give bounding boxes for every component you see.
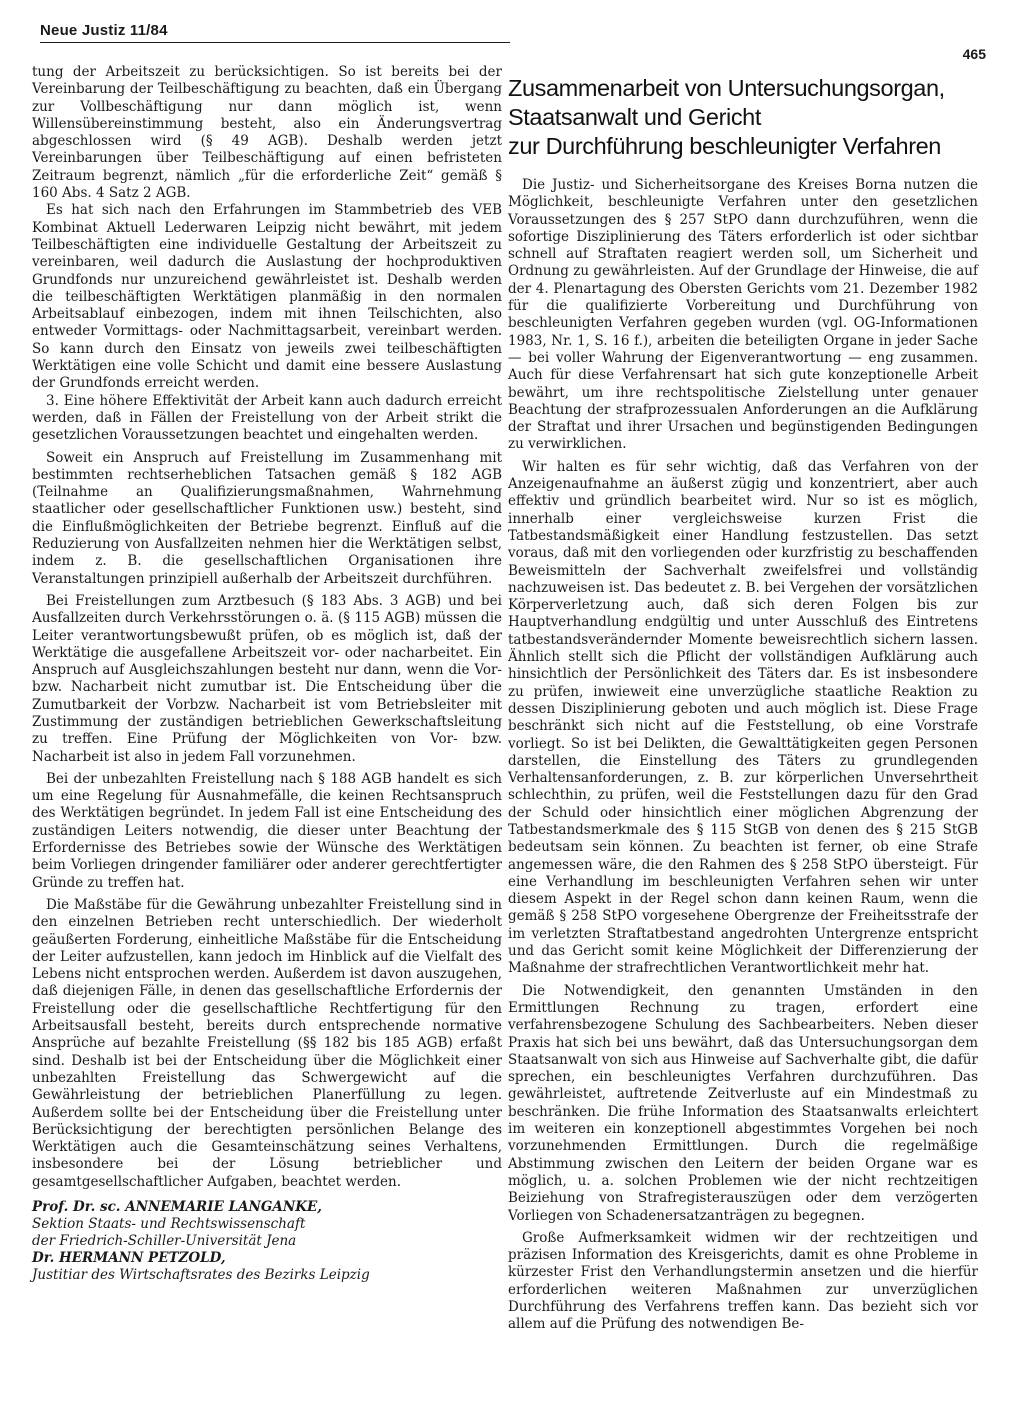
right-column xyxy=(508,64,978,1334)
header-rule xyxy=(40,42,510,43)
author-affiliation: der Friedrich-Schiller-Universität Jena xyxy=(32,1233,297,1249)
article-title-line: Staatsanwalt und Gericht xyxy=(508,104,761,130)
author-affiliation: Sektion Staats- und Rechtswissenschaft xyxy=(32,1216,306,1232)
paragraph: Bei der unbezahlten Freistellung nach § 188 AGB handelt es sich um eine Regelung für Ausnahmefälle, die keinen Rechtsanspruch des Werktätigen begründet. In jedem Fall ist eine Entscheidung des zuständigen Leiters notwendig, die dieser unter Beachtung der Erfordernisse des Betriebes sowie der Wünsche des Werktätigen beim Vorliegen dringender familiärer oder anderer gerechtfertigter Gründe zu treffen hat. xyxy=(32,770,502,891)
author-signature xyxy=(32,1199,502,1284)
paragraph: Die Justiz- und Sicherheitsorgane des Kreises Borna nutzen die Möglichkeit, beschleunigte Verfahren unter den gesetzlichen Voraussetzungen des § 257 StPO dann durchzuführen, wenn die sofortige Disziplinierung des Täters erforderlich ist oder sichtbar schnell auf Straftaten reagiert werden soll, um Sicherheit und Ordnung zu gewährleisten. Auf der Grundlage der Hinweise, die auf der 4. Plenartagung des Obersten Gerichts vom 21. Dezember 1982 für die qualifizierte Vorbereitung und Durchführung von beschleunigten Verfahren gegeben wurden (vgl. OG-Informationen 1983, Nr. 1, S. 16 f.), arbeiten die beteiligten Organe in jeder Sache — bei voller Wahrung der Eigenverantwortung — eng zusammen. Auch für diese Verfahrensart hat sich gute konzeptionelle Arbeit bewährt, um ihre rechtspolitische Zielstellung unter genauer Beachtung der strafprozessualen Anforderungen an die Aufklärung der Straftat und ihrer Ursachen und begünstigenden Bedingungen zu verwirklichen. xyxy=(508,177,978,453)
journal-title: Neue Justiz 11/84 xyxy=(40,22,168,39)
author-name: Prof. Dr. sc. ANNEMARIE LANGANKE, xyxy=(32,1199,322,1215)
paragraph: Große Aufmerksamkeit widmen wir der rechtzeitigen und präzisen Information des Kreisgerichts, damit es ohne Probleme in kürzester Frist den Verhandlungstermin ansetzen und die hierfür erforderlichen weiteren Maßnahmen zur unverzüglichen Durchführung des Verfahrens treffen kann. Das bezieht sich vor allem auf die Prüfung des notwendigen Be- xyxy=(508,1229,978,1333)
paragraph: 3. Eine höhere Effektivität der Arbeit kann auch dadurch erreicht werden, daß in Fällen der Freistellung von der Arbeit strikt die gesetzlichen Voraussetzungen beachtet und eingehalten werden. xyxy=(32,392,502,444)
author-name: Dr. HERMANN PETZOLD, xyxy=(32,1250,226,1266)
article-title-line: Zusammenarbeit von Untersuchungsorgan, xyxy=(508,75,945,101)
article-title-line: zur Durchführung beschleunigter Verfahren xyxy=(508,133,941,159)
article-title xyxy=(508,74,978,161)
paragraph: Wir halten es für sehr wichtig, daß das Verfahren von der Anzeigenaufnahme an äußerst zügig und konzentriert, aber auch effektiv und gründlich bearbeitet wird. Nur so ist es möglich, innerhalb einer vergleichsweise kurzen Frist die Tatbestandsmäßigkeit einer Handlung festzustellen. Das setzt voraus, daß mit den vorliegenden oder kurzfristig zu beschaffenden Beweismitteln der Sachverhalt zweifelsfrei und vollständig nachzuweisen ist. Das bedeutet z. B. bei Vergehen der vorsätzlichen Körperverletzung auch, daß sich deren Folgen bis zur Hauptverhandlung endgültig und unter Ausschluß des Eintretens tatbestandsverändernder Momente beweisrechtlich sichern lassen. Ähnlich stellt sich die Pflicht der vollständigen Aufklärung auch hinsichtlich der Persönlichkeit des Täters dar. Es ist insbesondere zu prüfen, inwieweit eine unverzügliche staatliche Reaktion zu dessen Disziplinierung geboten und auch möglich ist. Diese Frage beschränkt sich nicht auf die Feststellung, ob eine Vorstrafe vorliegt. So ist bei Delikten, die Gewalttätigkeiten gegen Personen darstellen, die Einstellung des Täters zu grundlegenden Verhaltensanforderungen, z. B. zur körperlichen Unversehrtheit schlechthin, zu prüfen, weil die Feststellungen dazu für den Grad der Schuld oder hinsichtlich einer möglichen Abgrenzung der Tatbestandsmerkmale des § 115 StGB von denen des § 215 StGB bedeutsam sein können. Zu beachten ist ferner, ob eine Strafe angemessen wäre, die den Rahmen des § 258 StPO übersteigt. Für eine Verhandlung im beschleunigten Verfahren sehen wir unter diesem Aspekt in der Regel schon dann keinen Raum, wenn die gemäß § 258 StPO vorgesehene Obergrenze der Freiheitsstrafe der im verletzten Straftatbestand angedrohten Untergrenze entspricht und das Gericht somit keine Möglichkeit der Differenzierung der Maßnahme der strafrechtlichen Verantwortlichkeit mehr hat. xyxy=(508,458,978,977)
paragraph: Die Notwendigkeit, den genannten Umständen in den Ermittlungen Rechnung zu tragen, erfordert eine verfahrensbezogene Schulung des Sachbearbeiters. Neben dieser Praxis hat sich bei uns bewährt, daß das Untersuchungsorgan dem Staatsanwalt von sich aus Hinweise auf Sachverhalte gibt, die dafür sprechen, ein beschleunigtes Verfahren durchzuführen. Das gewährleistet, auftretende Zeitverluste auf ein Mindestmaß zu beschränken. Die frühe Information des Staatsanwalts erleichtert im weiteren ein konzeptionell abgestimmtes Vorgehen bei noch vorzunehmenden Ermittlungen. Durch die regelmäßige Abstimmung zwischen den Leitern der beiden Organe war es möglich, u. a. solchen Problemen wie der nicht rechtzeitigen Beiziehung von Strafregisterauszügen oder dem verzögerten Vorliegen von Schadenersatzanträgen zu begegnen. xyxy=(508,982,978,1224)
page-number: 465 xyxy=(962,46,986,62)
left-column xyxy=(32,64,502,1284)
paragraph: Es hat sich nach den Erfahrungen im Stammbetrieb des VEB Kombinat Aktuell Lederwaren Leipzig nicht bewährt, mit jedem Teilbeschäftigten eine individuelle Gestaltung der Arbeitszeit zu vereinbaren, weil dadurch die Auslastung der hochproduktiven Grundfonds nur unzureichend gewährleistet ist. Deshalb werden die teilbeschäftigten Werktätigen planmäßig in den normalen Arbeitsablauf einbezogen, indem mit ihnen Teilschichten, also entweder Vormittags- oder Nachmittagsarbeit, vereinbart werden. So kann durch den Einsatz von jeweils zwei teilbeschäftigten Werktätigen eine volle Schicht und damit eine bessere Auslastung der Grundfonds erreicht werden. xyxy=(32,202,502,392)
author-affiliation: Justitiar des Wirtschaftsrates des Bezirks Leipzig xyxy=(32,1267,370,1283)
paragraph: Die Maßstäbe für die Gewährung unbezahlter Freistellung sind in den einzelnen Betrieben recht unterschiedlich. Der wiederholt geäußerten Forderung, einheitliche Maßstäbe für die Entscheidung der Leiter aufzustellen, kann jedoch im Hinblick auf die Vielfalt des Lebens nicht entsprochen werden. Außerdem ist davon auszugehen, daß diejenigen Fälle, in denen das gesellschaftliche Erfordernis der Freistellung oder die gesellschaftliche Rechtfertigung für den Arbeitsausfall besteht, bereits durch entsprechende normative Ansprüche auf bezahlte Freistellung (§§ 182 bis 185 AGB) erfaßt sind. Deshalb ist bei der Entscheidung über die Möglichkeit einer unbezahlten Freistellung das Schwergewicht auf die Gewährleistung der betrieblichen Planerfüllung zu legen. Außerdem sollte bei der Entscheidung über die Freistellung unter Berücksichtigung der berechtigten persönlichen Belange des Werktätigen auch die Gesamteinschätzung seines Verhaltens, insbesondere bei der Lösung betrieblicher und gesamtgesellschaftlicher Aufgaben, beachtet werden. xyxy=(32,896,502,1190)
page-header xyxy=(40,18,986,62)
paragraph: tung der Arbeitszeit zu berücksichtigen. So ist bereits bei der Vereinbarung der Teilbeschäftigung zu beachten, daß ein Übergang zur Vollbeschäftigung nur dann möglich ist, wenn Willensübereinstimmung besteht, also ein Änderungsvertrag abgeschlossen wird (§ 49 AGB). Deshalb werden jetzt Vereinbarungen über Teilbeschäftigung auf einen befristeten Zeitraum begrenzt, nämlich „für die erforderliche Zeit“ gemäß § 160 Abs. 4 Satz 2 AGB. xyxy=(32,64,502,202)
paragraph: Soweit ein Anspruch auf Freistellung im Zusammenhang mit bestimmten rechtserheblichen Tatsachen gemäß § 182 AGB (Teilnahme an Qualifizierungsmaßnahmen, Wahrnehmung staatlicher oder gesellschaftlicher Funktionen usw.) besteht, sind die Einflußmöglichkeiten der Betriebe begrenzt. Einfluß auf die Reduzierung von Ausfallzeiten nehmen hier die Werktätigen selbst, indem z. B. die gesellschaftlichen Organisationen ihre Veranstaltungen prinzipiell außerhalb der Arbeitszeit durchführen. xyxy=(32,449,502,587)
paragraph: Bei Freistellungen zum Arztbesuch (§ 183 Abs. 3 AGB) und bei Ausfallzeiten durch Verkehrsstörungen o. ä. (§ 115 AGB) müssen die Leiter verantwortungsbewußt prüfen, ob es möglich ist, daß der Werktätige die ausgefallene Arbeitszeit vor- oder nacharbeitet. Ein Anspruch auf Ausgleichszahlungen besteht nur dann, wenn die Vor- bzw. Nacharbeit nicht zumutbar ist. Die Entscheidung über die Zumutbarkeit der Vorbzw. Nacharbeit ist vom Betriebsleiter mit Zustimmung der zuständigen betrieblichen Gewerkschaftsleitung zu treffen. Eine Prüfung der Möglichkeiten von Vor- bzw. Nacharbeit ist also in jedem Fall vorzunehmen. xyxy=(32,592,502,765)
